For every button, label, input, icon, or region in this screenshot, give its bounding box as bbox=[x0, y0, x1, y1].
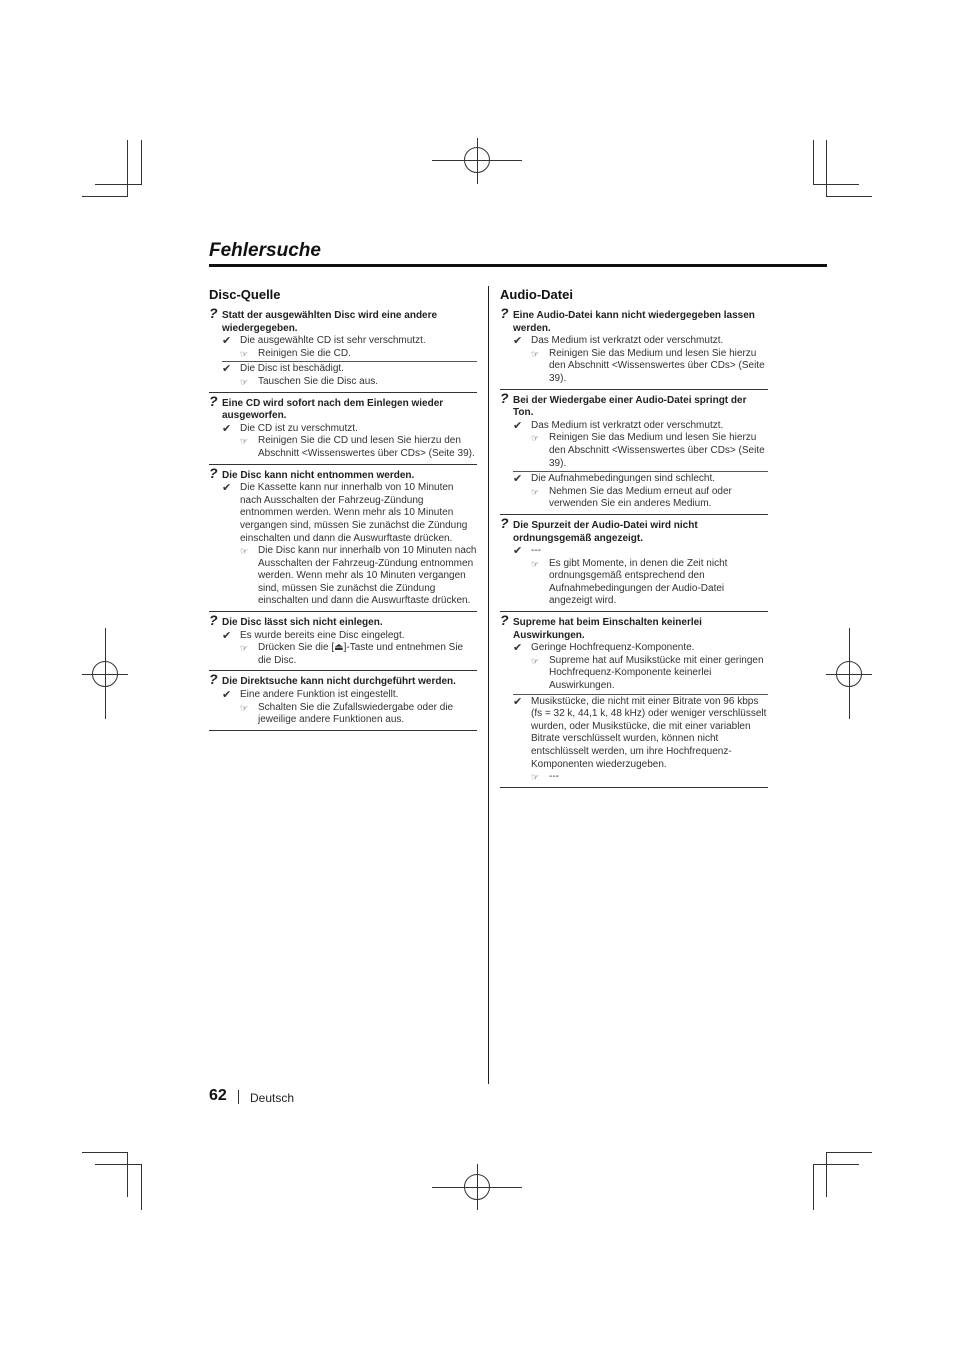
right-column bbox=[500, 287, 768, 793]
remedy-line bbox=[500, 655, 768, 693]
cause-line bbox=[500, 696, 768, 772]
group-separator bbox=[209, 464, 477, 465]
pointing-hand-icon: ☞ bbox=[531, 433, 540, 444]
cause-line bbox=[500, 335, 768, 348]
crop-mark bbox=[826, 196, 872, 197]
remedy-line bbox=[500, 348, 768, 386]
pointing-hand-icon: ☞ bbox=[240, 546, 249, 557]
problem-text: Statt der ausgewählten Disc wird eine andere wiedergegeben. bbox=[222, 310, 438, 334]
pointing-hand-icon: ☞ bbox=[240, 643, 249, 654]
problem-text: Eine Audio-Datei kann nicht wiedergegeben lassen werden. bbox=[513, 310, 755, 334]
crop-mark bbox=[82, 1152, 128, 1153]
cause-text: Die CD ist zu verschmutzt. bbox=[240, 422, 358, 434]
remedy-text: Es gibt Momente, in denen die Zeit nicht ordnungsgemäß entsprechend den Aufnahmebedingungen der Audio-Datei angezeigt wird. bbox=[549, 557, 728, 607]
crop-mark bbox=[127, 1152, 128, 1197]
cause-line bbox=[209, 363, 477, 376]
cause-line bbox=[500, 642, 768, 655]
cause-line bbox=[209, 482, 477, 545]
cause-text: Die Disc ist beschädigt. bbox=[240, 363, 344, 375]
section-heading: Audio-Datei bbox=[500, 287, 573, 302]
cause-text: Die Aufnahmebedingungen sind schlecht. bbox=[531, 473, 716, 485]
cause-line bbox=[500, 545, 768, 558]
problem-text: Die Spurzeit der Audio-Datei wird nicht ordnungsgemäß angezeigt. bbox=[513, 519, 698, 544]
pointing-hand-icon: ☞ bbox=[531, 772, 540, 783]
item-separator bbox=[513, 694, 768, 695]
cause-line bbox=[209, 689, 477, 702]
crop-mark bbox=[813, 1164, 814, 1210]
remedy-line bbox=[500, 558, 768, 608]
page-number: 62 bbox=[209, 1087, 227, 1104]
crop-mark bbox=[82, 196, 128, 197]
checkmark-icon: ✔ bbox=[222, 363, 232, 376]
page-title: Fehlersuche bbox=[209, 240, 321, 261]
question-mark-icon: ? bbox=[209, 612, 218, 629]
cause-line bbox=[500, 473, 768, 486]
problem-text: Supreme hat beim Einschalten keinerlei Auswirkungen. bbox=[513, 617, 702, 641]
pointing-hand-icon: ☞ bbox=[531, 655, 540, 666]
title-rule bbox=[209, 264, 827, 267]
group-separator bbox=[500, 787, 768, 788]
cause-text: Die Kassette kann nur innerhalb von 10 Minuten nach Ausschalten der Fahrzeug-Zündung entnommen werden. Wenn mehr als 10 Minuten vergangen sind, müssen Sie zunächst die Zündung einschalten und dann die Auswurftaste drücken. bbox=[240, 482, 468, 544]
problem-heading bbox=[209, 612, 477, 630]
remedy-line bbox=[209, 642, 477, 667]
section-heading: Disc-Quelle bbox=[209, 287, 281, 302]
pointing-hand-icon: ☞ bbox=[531, 486, 540, 497]
cause-text: Das Medium ist verkratzt oder verschmutzt. bbox=[531, 419, 724, 431]
problem-text: Bei der Wiedergabe einer Audio-Datei springt der Ton. bbox=[513, 394, 747, 419]
remedy-text: Reinigen Sie das Medium und lesen Sie hierzu den Abschnitt <Wissenswertes über CDs> (Seite 39). bbox=[549, 347, 765, 384]
remedy-line bbox=[209, 545, 477, 608]
item-separator bbox=[513, 471, 768, 472]
crop-mark bbox=[813, 140, 814, 185]
crop-mark bbox=[826, 1152, 872, 1153]
remedy-text: --- bbox=[549, 771, 559, 783]
remedy-text: Reinigen Sie das Medium und lesen Sie hierzu den Abschnitt <Wissenswertes über CDs> (Seite 39). bbox=[549, 432, 765, 469]
group-separator bbox=[500, 611, 768, 612]
question-mark-icon: ? bbox=[500, 612, 509, 629]
cause-line bbox=[209, 630, 477, 643]
problem-text: Die Disc lässt sich nicht einlegen. bbox=[222, 617, 383, 629]
group-separator bbox=[209, 611, 477, 612]
checkmark-icon: ✔ bbox=[222, 422, 232, 435]
pointing-hand-icon: ☞ bbox=[240, 376, 249, 387]
remedy-line bbox=[209, 376, 477, 389]
remedy-text: Reinigen Sie die CD und lesen Sie hierzu den Abschnitt <Wissenswertes über CDs> (Seite 39). bbox=[258, 435, 475, 459]
group-separator bbox=[209, 730, 477, 731]
question-mark-icon: ? bbox=[209, 392, 218, 409]
problem-heading bbox=[209, 392, 477, 423]
cause-text: Musikstücke, die nicht mit einer Bitrate von 96 kbps (fs = 32 k, 44,1 k, 48 kHz) oder weniger verschlüsselt wurden, oder Musikstücke, die mit einer variablen Bitrate verschlüsselt wurden, können nicht entschlüsselt werden, um ihre Hochfrequenz-Komponenten wiederzugeben. bbox=[531, 695, 767, 770]
cause-text: Die ausgewählte CD ist sehr verschmutzt. bbox=[240, 335, 426, 347]
pointing-hand-icon: ☞ bbox=[240, 348, 249, 359]
crop-mark bbox=[813, 184, 859, 185]
remedy-line bbox=[209, 702, 477, 727]
problem-text: Die Direktsuche kann nicht durchgeführt werden. bbox=[222, 676, 456, 688]
remedy-line bbox=[500, 486, 768, 511]
crop-mark bbox=[826, 140, 827, 197]
problem-heading bbox=[209, 464, 477, 483]
checkmark-icon: ✔ bbox=[222, 482, 232, 495]
checkmark-icon: ✔ bbox=[513, 642, 523, 655]
remedy-text: Die Disc kann nur innerhalb von 10 Minuten nach Ausschalten der Fahrzeug-Zündung entnommen werden. Wenn mehr als 10 Minuten vergangen sind, müssen Sie zunächst die Zündung einschalten und dann die Auswurftaste drücken. bbox=[258, 545, 477, 607]
pointing-hand-icon: ☞ bbox=[531, 558, 540, 569]
question-mark-icon: ? bbox=[209, 305, 218, 321]
crop-mark bbox=[813, 1164, 859, 1165]
footer-divider bbox=[238, 1090, 239, 1104]
crop-mark bbox=[141, 140, 142, 185]
group-separator bbox=[500, 514, 768, 515]
problem-heading bbox=[209, 305, 477, 335]
problem-heading bbox=[500, 389, 768, 420]
checkmark-icon: ✔ bbox=[222, 689, 232, 702]
crop-mark bbox=[127, 140, 128, 197]
left-column bbox=[209, 287, 477, 736]
registration-mark-icon bbox=[92, 661, 118, 687]
crop-mark bbox=[141, 1164, 142, 1210]
cause-text: Es wurde bereits eine Disc eingelegt. bbox=[240, 629, 405, 641]
remedy-line bbox=[500, 432, 768, 470]
remedy-text: Supreme hat auf Musikstücke mit einer geringen Hochfrequenz-Komponente keinerlei Auswirkungen. bbox=[549, 654, 764, 692]
crop-mark bbox=[826, 1152, 827, 1197]
question-mark-icon: ? bbox=[209, 671, 218, 688]
registration-mark-icon bbox=[464, 147, 490, 173]
checkmark-icon: ✔ bbox=[513, 419, 523, 432]
crop-mark bbox=[95, 1164, 142, 1165]
question-mark-icon: ? bbox=[500, 514, 509, 531]
remedy-line bbox=[209, 435, 477, 460]
registration-mark-icon bbox=[836, 661, 862, 687]
remedy-line bbox=[209, 348, 477, 361]
question-mark-icon: ? bbox=[209, 464, 218, 481]
problem-heading bbox=[209, 671, 477, 689]
crop-mark bbox=[95, 184, 142, 185]
problem-text: Eine CD wird sofort nach dem Einlegen wieder ausgeworfen. bbox=[222, 397, 444, 422]
pointing-hand-icon: ☞ bbox=[531, 348, 540, 359]
group-separator bbox=[209, 670, 477, 671]
cause-line bbox=[500, 420, 768, 433]
footer-language: Deutsch bbox=[250, 1091, 295, 1105]
problem-heading bbox=[500, 612, 768, 642]
cause-line bbox=[209, 423, 477, 436]
pointing-hand-icon: ☞ bbox=[240, 436, 249, 447]
question-mark-icon: ? bbox=[500, 389, 509, 406]
pointing-hand-icon: ☞ bbox=[240, 702, 249, 713]
cause-text: --- bbox=[531, 545, 541, 557]
checkmark-icon: ✔ bbox=[513, 335, 523, 348]
group-separator bbox=[500, 389, 768, 390]
column-divider bbox=[488, 286, 489, 1084]
cause-text: Eine andere Funktion ist eingestellt. bbox=[240, 689, 399, 701]
question-mark-icon: ? bbox=[500, 305, 509, 321]
remedy-text: Reinigen Sie die CD. bbox=[258, 347, 351, 359]
remedy-line bbox=[500, 771, 768, 784]
problem-text: Die Disc kann nicht entnommen werden. bbox=[222, 469, 415, 481]
problem-heading bbox=[500, 514, 768, 545]
item-separator bbox=[222, 361, 477, 362]
remedy-text: Drücken Sie die [⏏]-Taste und entnehmen Sie die Disc. bbox=[258, 642, 464, 666]
remedy-text: Tauschen Sie die Disc aus. bbox=[258, 375, 379, 387]
group-separator bbox=[209, 392, 477, 393]
cause-text: Das Medium ist verkratzt oder verschmutzt. bbox=[531, 335, 724, 347]
remedy-text: Schalten Sie die Zufallswiedergabe oder die jeweilige andere Funktionen aus. bbox=[258, 701, 454, 726]
checkmark-icon: ✔ bbox=[513, 473, 523, 486]
cause-line bbox=[209, 335, 477, 348]
registration-mark-icon bbox=[464, 1174, 490, 1200]
cause-text: Geringe Hochfrequenz-Komponente. bbox=[531, 642, 695, 654]
problem-heading bbox=[500, 305, 768, 335]
checkmark-icon: ✔ bbox=[222, 629, 232, 642]
remedy-text: Nehmen Sie das Medium erneut auf oder verwenden Sie ein anderes Medium. bbox=[549, 485, 732, 510]
checkmark-icon: ✔ bbox=[513, 545, 523, 558]
checkmark-icon: ✔ bbox=[222, 335, 232, 348]
checkmark-icon: ✔ bbox=[513, 695, 523, 708]
